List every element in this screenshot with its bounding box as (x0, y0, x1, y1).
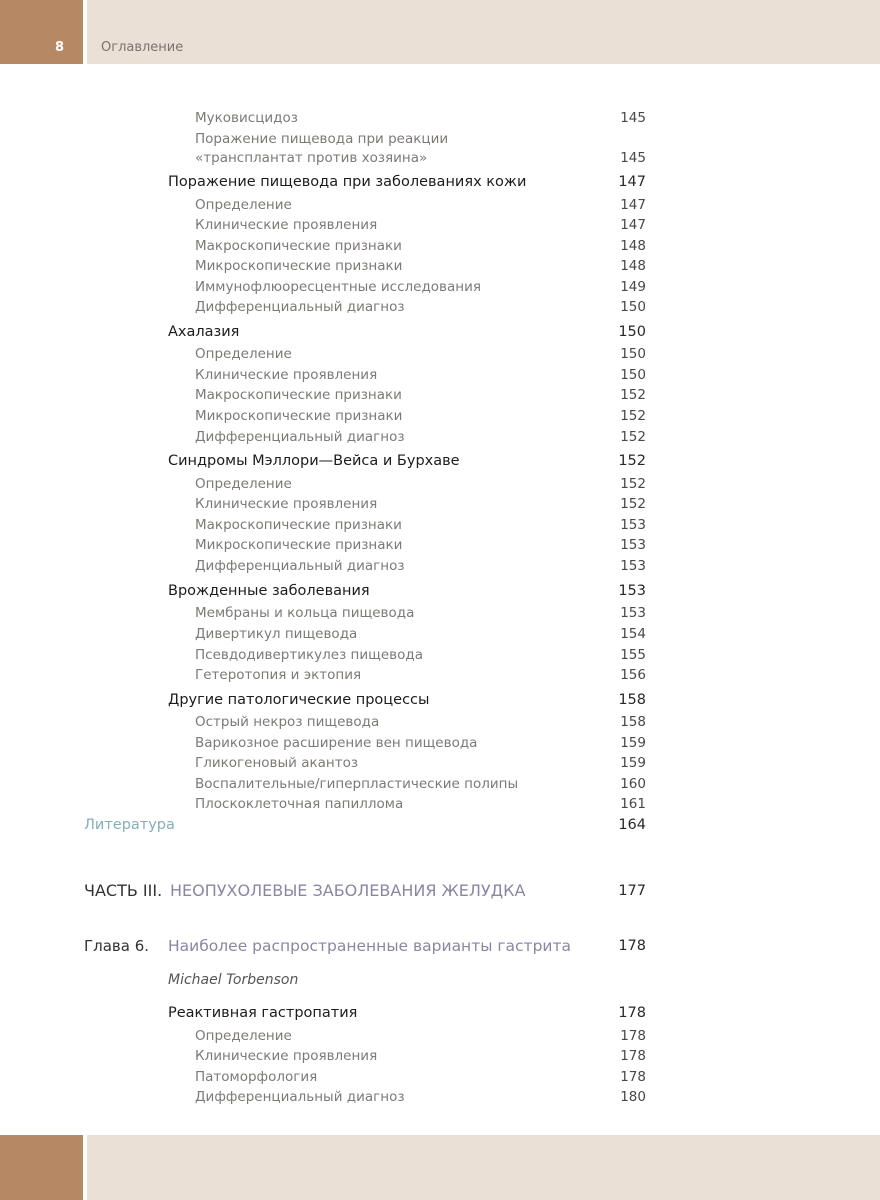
toc-entry[interactable]: «трансплантат против хозяина» 145 (195, 150, 646, 166)
toc-entry[interactable]: Клинические проявления 152 (195, 496, 646, 512)
toc-entry[interactable]: Определение 152 (195, 476, 646, 492)
toc-section[interactable]: Врожденные заболевания 153 (168, 583, 646, 599)
toc-entry[interactable]: Микроскопические признаки 152 (195, 408, 646, 424)
toc-entry[interactable]: Дивертикул пищевода 154 (195, 626, 646, 642)
toc-entry[interactable]: Поражение пищевода при реакции (195, 131, 449, 147)
toc-section[interactable]: Синдромы Мэллори—Вейса и Бурхаве 152 (168, 453, 646, 469)
toc-entry[interactable]: Клинические проявления 147 (195, 217, 646, 233)
toc-entry[interactable]: Псевдодивертикулез пищевода 155 (195, 647, 646, 663)
toc-entry[interactable]: Патоморфология 178 (195, 1069, 646, 1085)
toc-section[interactable]: Поражение пищевода при заболеваниях кожи 147 (168, 174, 646, 190)
toc-chapter[interactable]: Глава 6. Наиболее распространенные варианты гастрита 178 (84, 937, 646, 955)
toc-section[interactable]: Ахалазия 150 (168, 324, 646, 340)
toc-entry[interactable]: Микроскопические признаки 153 (195, 537, 646, 553)
toc-entry[interactable]: Варикозное расширение вен пищевода 159 (195, 735, 646, 751)
toc-entry[interactable]: Определение 150 (195, 346, 646, 362)
toc-entry[interactable]: Определение 178 (195, 1028, 646, 1044)
toc-section[interactable]: Другие патологические процессы 158 (168, 692, 646, 708)
running-title: Оглавление (101, 40, 184, 55)
toc-entry[interactable]: Гликогеновый акантоз 159 (195, 755, 646, 771)
toc-entry[interactable]: Мембраны и кольца пищевода 153 (195, 605, 646, 621)
toc-section[interactable]: Реактивная гастропатия 178 (168, 1005, 646, 1021)
toc-entry[interactable]: Определение 147 (195, 197, 646, 213)
toc-entry[interactable]: Воспалительные/гиперпластические полипы 160 (195, 776, 646, 792)
toc-entry[interactable]: Иммунофлюоресцентные исследования 149 (195, 279, 646, 295)
toc-author: Michael Torbenson (168, 972, 299, 988)
toc-entry[interactable]: Макроскопические признаки 148 (195, 238, 646, 254)
footer-band (87, 1135, 880, 1200)
toc-entry[interactable]: Дифференциальный диагноз 150 (195, 299, 646, 315)
toc-entry[interactable]: Муковисцидоз 145 (195, 110, 646, 126)
toc-entry[interactable]: Клинические проявления 178 (195, 1048, 646, 1064)
toc-entry[interactable]: Дифференциальный диагноз 152 (195, 429, 646, 445)
toc-entry[interactable]: Клинические проявления 150 (195, 367, 646, 383)
toc-references[interactable]: Литература 164 (84, 817, 646, 833)
toc-entry[interactable]: Дифференциальный диагноз 180 (195, 1089, 646, 1105)
toc-entry[interactable]: Макроскопические признаки 153 (195, 517, 646, 533)
toc-entry[interactable]: Плоскоклеточная папиллома 161 (195, 796, 646, 812)
toc-part[interactable]: ЧАСТЬ III. НЕОПУХОЛЕВЫЕ ЗАБОЛЕВАНИЯ ЖЕЛУДКА 177 (84, 881, 646, 900)
footer-block (0, 1135, 83, 1200)
toc-entry[interactable]: Макроскопические признаки 152 (195, 387, 646, 403)
header-page-number-block (0, 0, 83, 64)
toc-entry[interactable]: Гетеротопия и эктопия 156 (195, 667, 646, 683)
toc-entry[interactable]: Микроскопические признаки 148 (195, 258, 646, 274)
header-band (87, 0, 880, 64)
toc-entry[interactable]: Острый некроз пищевода 158 (195, 714, 646, 730)
page-number: 8 (54, 40, 64, 55)
toc-entry[interactable]: Дифференциальный диагноз 153 (195, 558, 646, 574)
